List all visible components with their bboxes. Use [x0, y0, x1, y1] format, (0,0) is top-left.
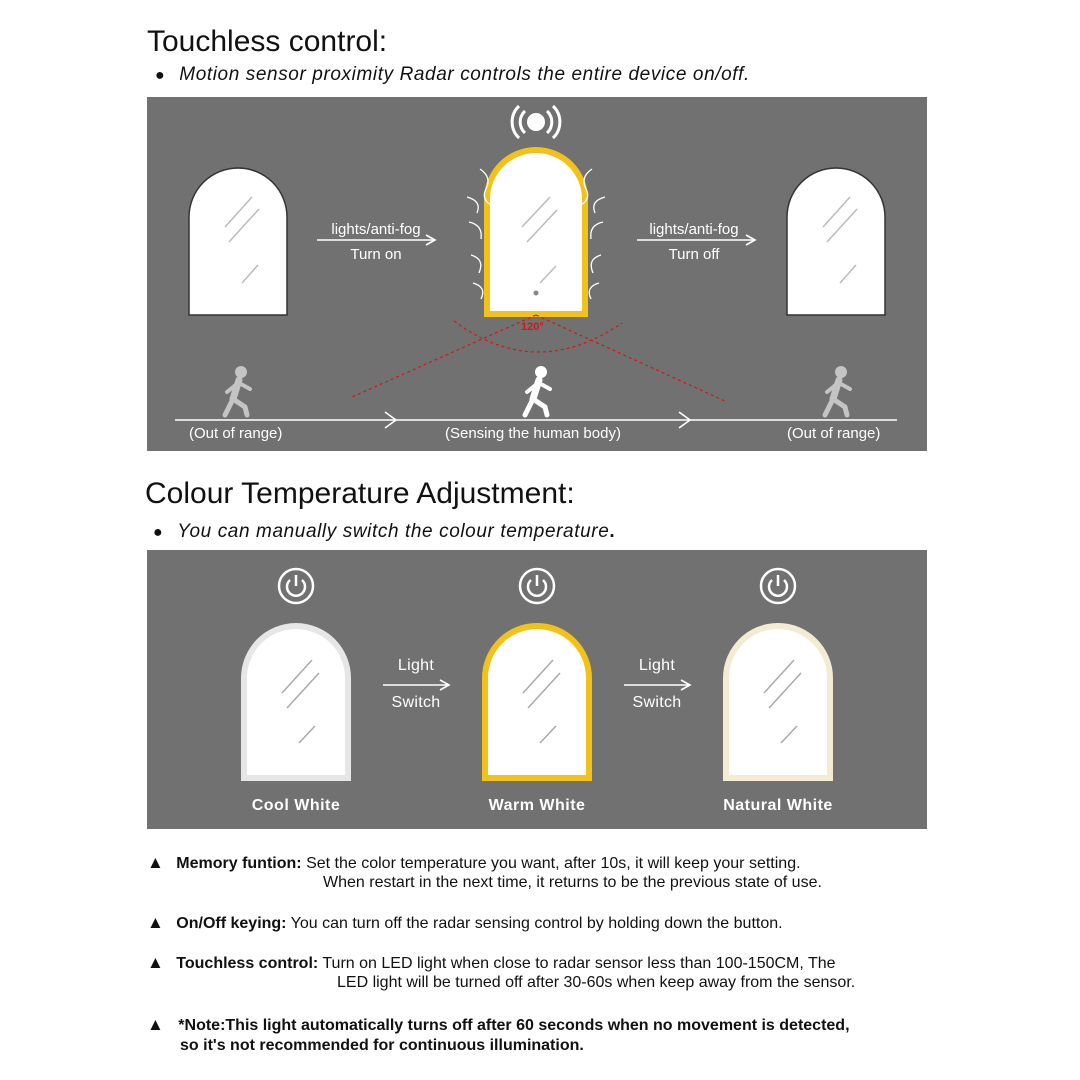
note-touchless [147, 953, 927, 974]
turn-off-line2: Turn off [668, 246, 720, 263]
note-warning [147, 1015, 947, 1036]
note-memory-line1: Set the color temperature you want, after 10s, it will keep your setting. [306, 855, 801, 872]
note-warning-line2: so it's not recommended for continuous illumination. [180, 1037, 584, 1054]
walking-person-center-icon [525, 366, 550, 415]
radar-sensor-icon [512, 106, 560, 138]
note-onoff-label: On/Off keying: [176, 915, 287, 932]
mirror-lit-icon [467, 147, 605, 317]
note-warning-line2-wrap [180, 1036, 584, 1056]
touchless-diagram [147, 97, 927, 451]
colour-diagram [147, 550, 927, 829]
mode-cool-white: Cool White [251, 797, 341, 814]
power-button-warm-icon[interactable] [520, 569, 554, 603]
mirror-cool-white-icon [241, 623, 351, 781]
colour-bullet-text: You can manually switch the colour temperature [177, 521, 610, 542]
walking-person-left-icon [225, 366, 250, 415]
mode-natural-white: Natural White [723, 797, 833, 814]
note-touchless-label: Touchless control: [176, 955, 319, 972]
warning-icon: ▲ [147, 913, 164, 932]
mirror-off-right-icon [787, 168, 885, 315]
note-memory [147, 853, 927, 874]
colour-title: Colour Temperature Adjustment: [145, 477, 575, 510]
note-touchless-line1: Turn on LED light when close to radar sensor less than 100-150CM, The [322, 955, 836, 972]
mode-warm-white: Warm White [488, 797, 586, 814]
note-onoff-text: You can turn off the radar sensing control by holding down the button. [290, 915, 783, 932]
note-memory-label: Memory funtion: [176, 855, 302, 872]
mirror-warm-white-icon [482, 623, 592, 781]
range-center-label: (Sensing the human body) [445, 425, 621, 442]
turn-off-line1: lights/anti-fog [649, 221, 739, 238]
touchless-bullet: ● Motion sensor proximity Radar controls the entire device on/off. [155, 64, 750, 85]
turn-on-line1: lights/anti-fog [331, 221, 421, 238]
turn-on-line2: Turn on [350, 246, 402, 263]
touchless-panel [147, 97, 927, 451]
mirror-off-left-icon [189, 168, 287, 315]
power-button-cool-icon[interactable] [279, 569, 313, 603]
switch-1-line2: Switch [391, 694, 441, 711]
note-warning-line1: *Note:This light automatically turns off after 60 seconds when no movement is detected, [178, 1017, 850, 1034]
switch-2-line1: Light [638, 657, 676, 674]
warning-icon: ▲ [147, 953, 164, 972]
colour-panel [147, 550, 927, 829]
colour-bullet: ● You can manually switch the colour temperature. [153, 521, 616, 542]
warning-icon: ▲ [147, 1015, 164, 1034]
power-button-natural-icon[interactable] [761, 569, 795, 603]
range-right-label: (Out of range) [787, 425, 881, 442]
note-memory-line2: When restart in the next time, it returns to be the previous state of use. [323, 874, 822, 891]
switch-1-line1: Light [397, 657, 435, 674]
switch-2-line2: Switch [632, 694, 682, 711]
touchless-title: Touchless control: [147, 25, 388, 58]
warning-icon: ▲ [147, 853, 164, 872]
note-touchless-line2: LED light will be turned off after 30-60s when keep away from the sensor. [337, 974, 856, 991]
colour-bullet-period: . [609, 521, 616, 542]
mirror-natural-white-icon [723, 623, 833, 781]
note-onoff [147, 913, 927, 934]
walking-person-right-icon [825, 366, 850, 415]
touchless-bullet-text: Motion sensor proximity Radar controls the entire device on/off. [179, 64, 750, 85]
range-left-label: (Out of range) [189, 425, 283, 442]
angle-label: 120° [521, 321, 544, 333]
